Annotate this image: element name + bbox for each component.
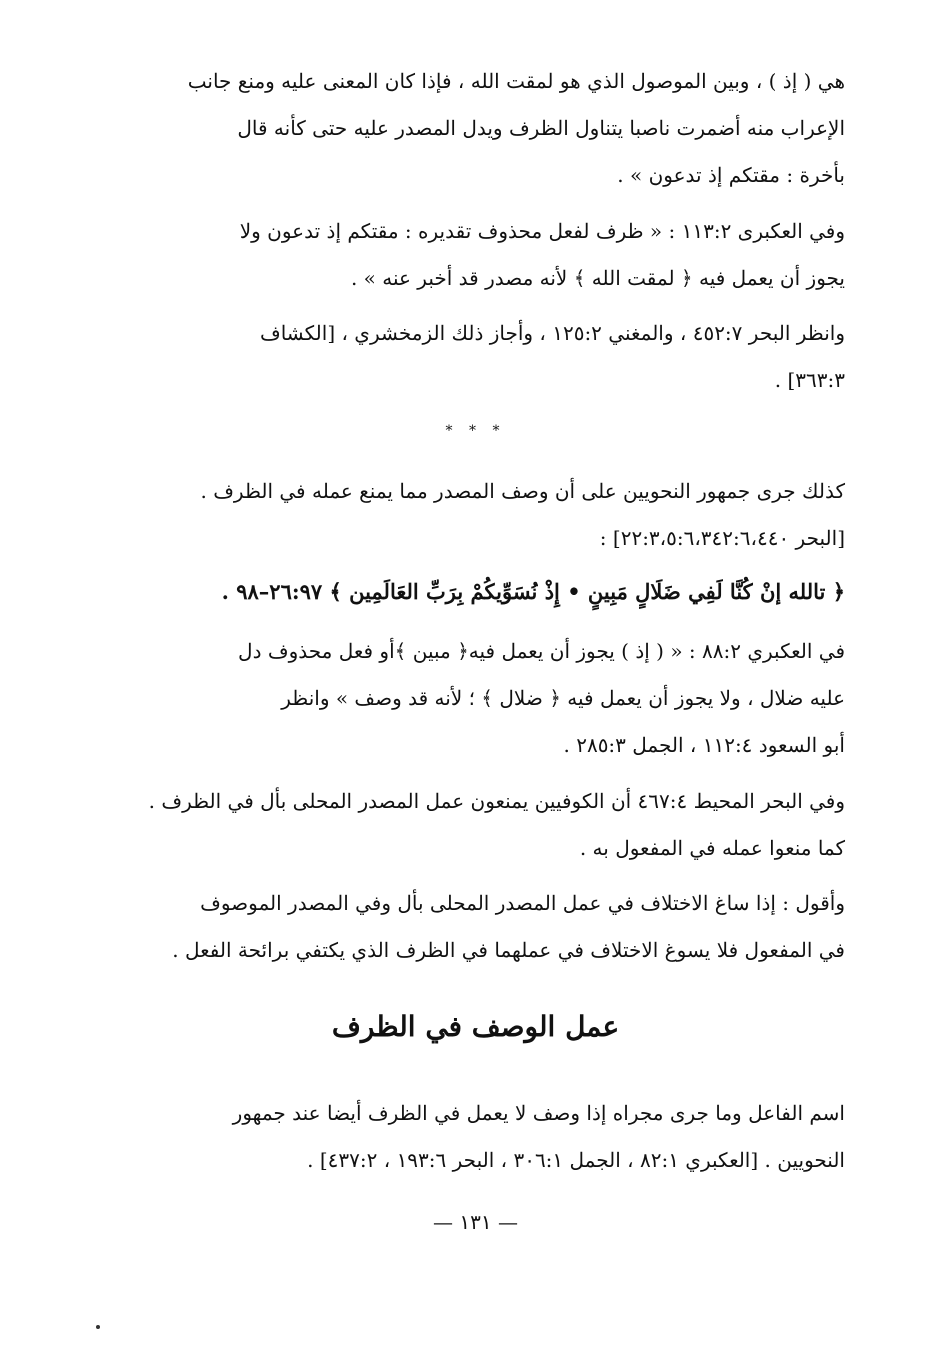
quran-verse: ﴿ تالله إنْ كُنَّا لَفِي ضَلَالٍ مَبِينٍ • إِذْ نُسَوِّيكُمْ بِرَبِّ العَالَمِين ﴾ ٢٦:٩٧–٩٨ . bbox=[221, 579, 845, 604]
paragraph-2 bbox=[120, 208, 845, 302]
paragraph-3 bbox=[120, 310, 845, 404]
text-line: وأقول : إذا ساغ الاختلاف في عمل المصدر المحلى بأل وفي المصدر الموصوف bbox=[200, 891, 845, 915]
paragraph-5 bbox=[120, 628, 845, 769]
text-line: أبو السعود ١١٢:٤ ، الجمل ٢٨٥:٣ . bbox=[563, 733, 845, 757]
text-line: اسم الفاعل وما جرى مجراه إذا وصف لا يعمل في الظرف أيضا عند جمهور bbox=[232, 1101, 845, 1125]
text-line: بأخرة : مقتكم إذ تدعون » . bbox=[617, 163, 845, 187]
text-line: عليه ضلال ، ولا يجوز أن يعمل فيه ﴿ ضلال ﴾ ؛ لأنه قد وصف » وانظر bbox=[281, 686, 845, 710]
section-separator: * * * bbox=[445, 423, 506, 439]
text-line: وفي البحر المحيط ٤٦٧:٤ أن الكوفيين يمنعون عمل المصدر المحلى بأل في الظرف . bbox=[148, 789, 845, 813]
scan-speck bbox=[96, 1325, 100, 1329]
paragraph-6 bbox=[120, 778, 845, 872]
text-line: في المفعول فلا يسوغ الاختلاف في عملهما في الظرف الذي يكتفي برائحة الفعل . bbox=[172, 938, 845, 962]
text-line: النحويين . [العكبري ٨٢:١ ، الجمل ٣٠٦:١ ، البحر ١٩٣:٦ ، ٤٣٧:٢] . bbox=[307, 1148, 845, 1172]
page-number: — ١٣١ — bbox=[433, 1210, 518, 1234]
paragraph-final bbox=[120, 1090, 845, 1184]
paragraph-4 bbox=[120, 468, 845, 562]
text-line: [البحر ٢٢:٣،٥:٦،٣٤٢:٦،٤٤٠] : bbox=[599, 526, 845, 550]
text-line: كما منعوا عمله في المفعول به . bbox=[579, 836, 845, 860]
text-line: الإعراب منه أضمرت ناصبا يتناول الظرف ويدل المصدر عليه حتى كأنه قال bbox=[237, 116, 845, 140]
text-line: يجوز أن يعمل فيه ﴿ لمقت الله ﴾ لأنه مصدر قد أخبر عنه » . bbox=[350, 266, 845, 290]
section-heading: عمل الوصف في الظرف bbox=[331, 1010, 620, 1043]
text-line: في العكبري ٨٨:٢ : « ( إذ ) يجوز أن يعمل فيه﴿ مبين ﴾أو فعل محذوف دل bbox=[238, 639, 845, 663]
paragraph-1 bbox=[120, 58, 845, 199]
text-line: وانظر البحر ٤٥٢:٧ ، والمغني ١٢٥:٢ ، وأجاز ذلك الزمخشري ، [الكشاف bbox=[259, 321, 845, 345]
paragraph-7 bbox=[120, 880, 845, 974]
text-line: ٣٦٣:٣] . bbox=[774, 368, 845, 392]
text-line: وفي العكبرى ١١٣:٢ : « ظرف لفعل محذوف تقديره : مقتكم إذ تدعون ولا bbox=[239, 219, 845, 243]
text-line: كذلك جرى جمهور النحويين على أن وصف المصدر مما يمنع عمله في الظرف . bbox=[200, 479, 845, 503]
text-line: هي ( إذ ) ، وبين الموصول الذي هو لمقت الله ، فإذا كان المعنى عليه ومنع جانب bbox=[187, 69, 845, 93]
